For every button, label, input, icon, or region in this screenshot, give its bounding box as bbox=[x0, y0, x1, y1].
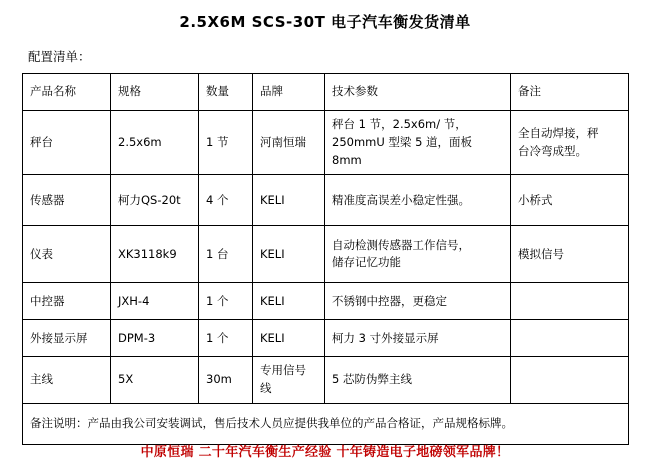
cell-tech: 柯力 3 寸外接显示屏 bbox=[325, 320, 511, 357]
footer-slogan: 中原恒瑞 二十年汽车衡生产经验 十年铸造电子地磅领军品牌！ bbox=[140, 445, 510, 460]
cell-remark bbox=[511, 283, 629, 320]
column-header-brand: 品牌 bbox=[253, 74, 325, 111]
column-header-name: 产品名称 bbox=[23, 74, 111, 111]
cell-brand: KELI bbox=[253, 175, 325, 226]
table-row bbox=[23, 175, 629, 226]
table-row bbox=[23, 320, 629, 357]
cell-remark-line1: 全自动焊接，秤 bbox=[518, 125, 599, 140]
cell-qty: 1 个 bbox=[199, 320, 253, 357]
cell-tech-line2: 储存记忆功能 bbox=[332, 255, 401, 270]
cell-name: 中控器 bbox=[23, 283, 111, 320]
cell-spec: JXH-4 bbox=[111, 283, 199, 320]
cell-name: 外接显示屏 bbox=[23, 320, 111, 357]
cell-qty: 30m bbox=[199, 357, 253, 404]
column-header-qty: 数量 bbox=[199, 74, 253, 111]
cell-qty: 1 个 bbox=[199, 283, 253, 320]
cell-remark bbox=[511, 111, 629, 175]
cell-brand: 专用信号线 bbox=[253, 357, 325, 404]
cell-remark: 小桥式 bbox=[511, 175, 629, 226]
cell-tech bbox=[325, 226, 511, 283]
cell-remark bbox=[511, 320, 629, 357]
spec-table bbox=[22, 73, 629, 445]
cell-spec: 2.5x6m bbox=[111, 111, 199, 175]
cell-brand: KELI bbox=[253, 320, 325, 357]
cell-spec: DPM-3 bbox=[111, 320, 199, 357]
column-header-spec: 规格 bbox=[111, 74, 199, 111]
table-row bbox=[23, 226, 629, 283]
config-list-label: 配置清单： bbox=[28, 49, 91, 64]
cell-qty: 1 台 bbox=[199, 226, 253, 283]
cell-tech: 精准度高误差小稳定性强。 bbox=[325, 175, 511, 226]
cell-name: 秤台 bbox=[23, 111, 111, 175]
cell-tech: 不锈钢中控器，更稳定 bbox=[325, 283, 511, 320]
cell-tech-line2: 250mmU 型梁 5 道，面板 8mm bbox=[332, 134, 473, 167]
cell-tech-line1: 秤台 1 节，2.5x6m/ 节， bbox=[332, 117, 467, 131]
table-note-row bbox=[23, 404, 629, 445]
table-header-row bbox=[23, 74, 629, 111]
spec-table-container bbox=[0, 73, 650, 445]
column-header-remark: 备注 bbox=[511, 74, 629, 111]
cell-remark-line2: 台冷弯成型。 bbox=[518, 143, 587, 158]
cell-name: 仪表 bbox=[23, 226, 111, 283]
column-header-tech: 技术参数 bbox=[325, 74, 511, 111]
cell-brand: KELI bbox=[253, 226, 325, 283]
cell-qty: 1 节 bbox=[199, 111, 253, 175]
cell-remark bbox=[511, 357, 629, 404]
cell-brand: 河南恒瑞 bbox=[253, 111, 325, 175]
cell-spec: 柯力QS-20t bbox=[111, 175, 199, 226]
cell-qty: 4 个 bbox=[199, 175, 253, 226]
cell-spec: 5X bbox=[111, 357, 199, 404]
cell-name: 主线 bbox=[23, 357, 111, 404]
note-text: 备注说明：产品由我公司安装调试，售后技术人员应提供我单位的产品合格证，产品规格标牌。 bbox=[23, 404, 629, 445]
cell-name: 传感器 bbox=[23, 175, 111, 226]
cell-remark: 模拟信号 bbox=[511, 226, 629, 283]
cell-tech: 5 芯防伪弊主线 bbox=[325, 357, 511, 404]
cell-spec: XK3118k9 bbox=[111, 226, 199, 283]
cell-tech bbox=[325, 111, 511, 175]
table-row bbox=[23, 357, 629, 404]
cell-brand: KELI bbox=[253, 283, 325, 320]
page-title: 2.5X6M SCS-30T 电子汽车衡发货清单 bbox=[179, 13, 471, 31]
table-row bbox=[23, 283, 629, 320]
cell-tech-line1: 自动检测传感器工作信号， bbox=[332, 237, 470, 252]
table-row bbox=[23, 111, 629, 175]
